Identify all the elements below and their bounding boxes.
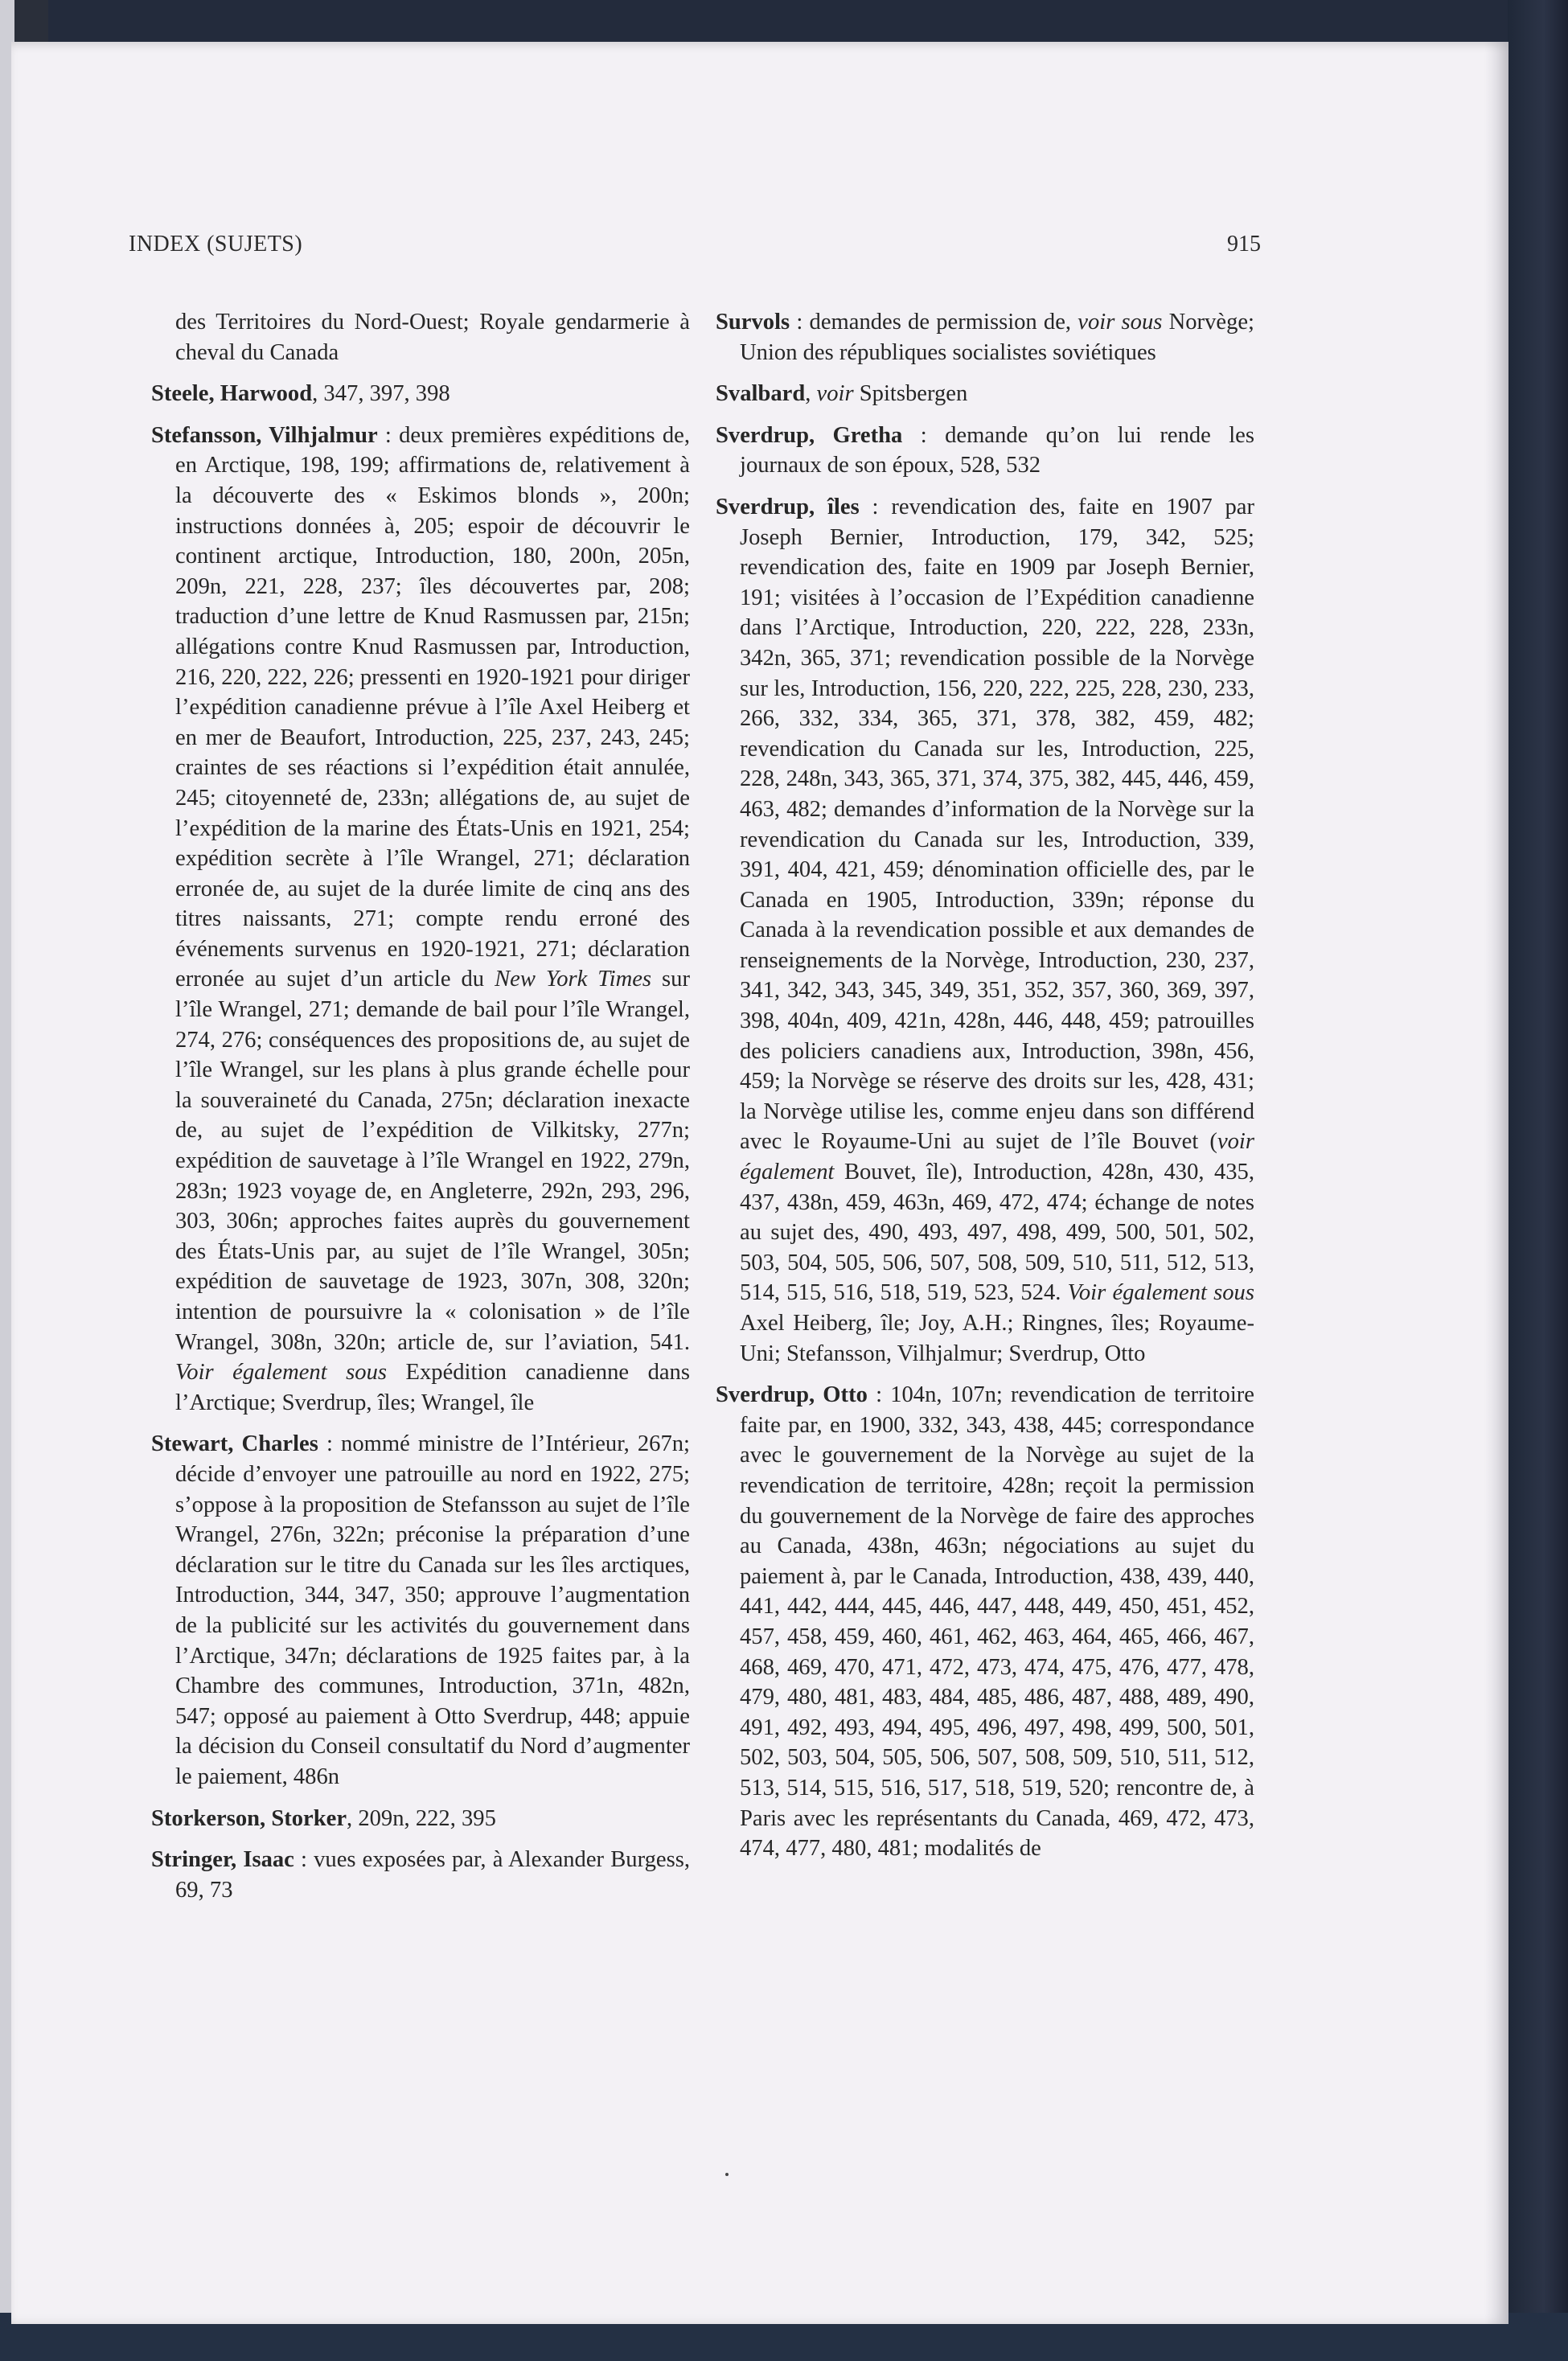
- entry-text: : nommé ministre de l’Intérieur, 267n; décide d’envoyer une patrouille au nord en 1922, 275; s’oppose à la proposition de Stefansson au sujet de l’île Wrangel, 276n, 322n; préconise la préparation d’une déclaration sur le titre du Canada sur les îles arctiques, Introduction, 344, 347, 350; approuve l’augmentation de la publicité sur les activités du gouvernement dans l’Arctique, 347n; déclarations de 1925 faites par, à la Chambre des communes, Introduction, 371n, 482n, 547; opposé au paiement à Otto Sverdrup, 448; appuie la décision du Conseil consultatif du Nord d’augmenter le paiement, 486n: [175, 1431, 690, 1789]
- entry-text: Bouvet, île), Introduction, 428n, 430, 435, 437, 438n, 459, 463n, 469, 472, 474; échange de notes au sujet des, 490, 493, 497, 498, 499, 500, 501, 502, 503, 504, 505, 506, 507, 508, 509, 510, 511, 512, 513, 514, 515, 516, 518, 519, 523, 524.: [740, 1160, 1254, 1306]
- entry-cross-reference: Voir également sous: [175, 1360, 388, 1386]
- book-page: [11, 42, 1508, 2324]
- entry-text: : revendication des, faite en 1907 par Joseph Bernier, Introduction, 179, 342, 525; revendication des, faite en 1909 par Joseph Bernier, 191; visitées à l’occasion de l’Expédition canadienne dans l’Arctique, Introduction, 220, 222, 228, 233n, 342n, 365, 371; revendication possible de la Norvège sur les, Introduction, 156, 220, 222, 225, 228, 230, 233, 266, 332, 334, 365, 371, 378, 382, 459, 482; revendication du Canada sur les, Introduction, 225, 228, 248n, 343, 365, 371, 374, 375, 382, 445, 446, 459, 463, 482; demandes d’information de la Norvège sur la revendication du Canada sur les, Introduction, 339, 391, 404, 421, 459; dénomination officielle des, par le Canada en 1905, Introduction, 339n; réponse du Canada à la revendication possible et aux demandes de renseignements de la Norvège, Introduction, 230, 237, 341, 342, 343, 345, 349, 351, 352, 357, 360, 369, 397, 398, 404n, 409, 421n, 428n, 446, 448, 459; patrouilles des policiers canadiens aux, Introduction, 398n, 456, 459; la Norvège se réserve des droits sur les, 428, 431; la Norvège utilise les, comme enjeu dans son différend avec le Royaume-Uni au sujet de l’île Bouvet (: [740, 494, 1254, 1155]
- entry-text: Expédition canadienne dans l’Arctique; Sverdrup, îles; Wrangel, île: [175, 1360, 690, 1415]
- entry-text: , 209n, 222, 395: [347, 1805, 496, 1831]
- entry-cross-reference: voir également: [740, 1129, 1254, 1185]
- entry-text: ,: [805, 381, 817, 407]
- index-entry-storkerson: [151, 1804, 690, 1834]
- index-entry-survols: [716, 307, 1254, 367]
- entry-heading: Sverdrup, îles: [716, 494, 860, 519]
- page-shadow: [1484, 42, 1508, 2324]
- entry-cross-reference: Voir également sous: [1067, 1280, 1254, 1306]
- page-speck: [725, 2173, 729, 2176]
- entry-text: : demandes de permission de,: [790, 310, 1078, 335]
- index-entry-stewart: [151, 1429, 690, 1792]
- index-entry-stefansson: [151, 421, 690, 1419]
- entry-heading: Sverdrup, Otto: [716, 1382, 868, 1408]
- entry-cross-reference: voir: [816, 381, 854, 407]
- entry-text: sur l’île Wrangel, 271; demande de bail pour l’île Wrangel, 274, 276; conséquences des propositions de, au sujet de l’île Wrangel, sur les plans à plus grande échelle pour la souveraineté du Canada, 275n; déclaration inexacte de, au sujet de l’expédition de Vilkitsky, 277n; expédition de sauvetage à l’île Wrangel en 1922, 279n, 283n; 1923 voyage de, en Angleterre, 292n, 293, 296, 303, 306n; approches faites auprès du gouvernement des États-Unis par, au sujet de l’île Wrangel, 305n; expédition de sauvetage de 1923, 307n, 308, 320n; intention de poursuivre la « colonisation » de l’île Wrangel, 308n, 320n; article de, sur l’aviation, 541.: [175, 967, 690, 1355]
- entry-heading: Stringer, Isaac: [151, 1847, 294, 1873]
- entry-heading: Stefansson, Vilhjalmur: [151, 422, 378, 448]
- index-entry-sverdrup-iles: [716, 492, 1254, 1369]
- entry-text: : deux premières expéditions de, en Arctique, 198, 199; affirmations de, relativement à la découverte des « Eskimos blonds », 200n; instructions données à, 205; espoir de découvrir le continent arctique, Introduction, 180, 200n, 205n, 209n, 221, 228, 237; îles découvertes par, 208; traduction d’une lettre de Knud Rasmussen par, 215n; allégations contre Knud Rasmussen par, Introduction, 216, 220, 222, 226; pressenti en 1920-1921 pour diriger l’expédition canadienne prévue à l’île Axel Heiberg et en mer de Beaufort, Introduction, 225, 237, 243, 245; craintes de ses réactions si l’expédition était annulée, 245; citoyenneté de, 233n; allégations de, au sujet de l’expédition de la marine des États-Unis en 1921, 254; expédition secrète à l’île Wrangel, 271; déclaration erronée de, au sujet de la durée limite de cinq ans des titres naissants, 271; compte rendu erroné des événements survenus en 1920-1921, 271; déclaration erronée au sujet d’un article du: [175, 422, 690, 992]
- index-entry-sverdrup-gretha: [716, 421, 1254, 481]
- entry-cross-reference: voir sous: [1077, 310, 1163, 335]
- entry-text: : 104n, 107n; revendication de territoire faite par, en 1900, 332, 343, 438, 445; correspondance avec le gouvernement de la Norvège au sujet de la revendication de territoire, 428n; reçoit la permission du gouvernement de la Norvège de faire des approches au Canada, 438n, 463n; négociations au sujet du paiement à, par le Canada, Introduction, 438, 439, 440, 441, 442, 444, 445, 446, 447, 448, 449, 450, 451, 452, 457, 458, 459, 460, 461, 462, 463, 464, 465, 466, 467, 468, 469, 470, 471, 472, 473, 474, 475, 476, 477, 478, 479, 480, 481, 483, 484, 485, 486, 487, 488, 489, 490, 491, 492, 493, 494, 495, 496, 497, 498, 499, 500, 501, 502, 503, 504, 505, 506, 507, 508, 509, 510, 511, 512, 513, 514, 515, 516, 517, 518, 519, 520; rencontre de, à Paris avec les représentants du Canada, 469, 472, 473, 474, 477, 480, 481; modalités de: [740, 1382, 1254, 1862]
- index-entry-stringer: [151, 1845, 690, 1905]
- entry-text: Spitsbergen: [853, 381, 968, 407]
- book-cover-right: [1508, 0, 1568, 2361]
- entry-text: Norvège; Union des républiques socialistes soviétiques: [740, 310, 1254, 365]
- page-number: 915: [1227, 232, 1261, 257]
- entry-heading: Survols: [716, 310, 790, 335]
- entry-heading: Storkerson, Storker: [151, 1805, 347, 1831]
- entry-text: Axel Heiberg, île; Joy, A.H.; Ringnes, îles; Royaume-Uni; Stefansson, Vilhjalmur; Sverdrup, Otto: [740, 1311, 1254, 1366]
- entry-text: : demande qu’on lui rende les journaux de son époux, 528, 532: [740, 422, 1255, 478]
- index-column-left: [151, 307, 690, 1916]
- entry-text: : vues exposées par, à Alexander Burgess, 69, 73: [175, 1847, 690, 1903]
- index-entry-continuation: [151, 307, 690, 367]
- index-entry-steele: [151, 379, 690, 409]
- entry-heading: Svalbard: [716, 381, 806, 407]
- entry-heading: Stewart, Charles: [151, 1431, 318, 1457]
- index-entry-sverdrup-otto: [716, 1380, 1254, 1864]
- entry-text: , 347, 397, 398: [312, 381, 450, 407]
- entry-heading: Steele, Harwood: [151, 381, 313, 407]
- entry-text: des Territoires du Nord-Ouest; Royale gendarmerie à cheval du Canada: [175, 310, 690, 365]
- entry-heading: Sverdrup, Gretha: [716, 422, 903, 448]
- running-head-title: INDEX (SUJETS): [129, 232, 303, 257]
- running-head: [11, 232, 1508, 264]
- index-entry-svalbard: [716, 379, 1254, 409]
- index-column-right: [716, 307, 1254, 1875]
- entry-italic-text: New York Times: [495, 967, 652, 992]
